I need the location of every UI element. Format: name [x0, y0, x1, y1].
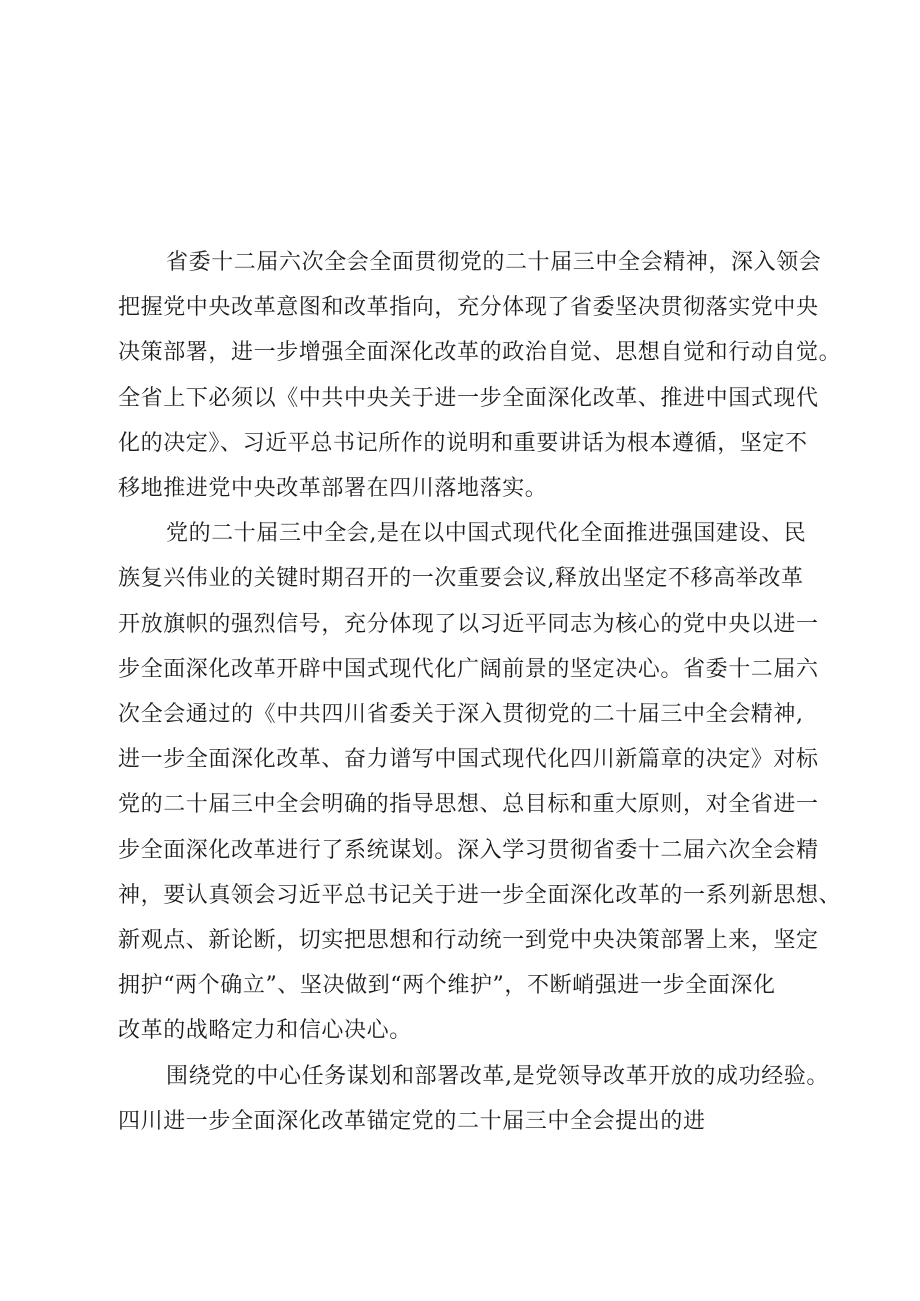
paragraph-3 [118, 1054, 853, 1144]
paragraph-line: 围绕党的中心任务谋划和部署改革,是党领导改革开放的成功经验。 [166, 1063, 829, 1089]
paragraph-line: 拥护“两个确立”、坚决做到“两个维护”，不断峭强进一步全面深化 [118, 973, 776, 999]
paragraph-line: 步全面深化改革开辟中国式现代化广阔前景的坚定决心。省委十二届六 [118, 656, 819, 682]
paragraph-line: 全省上下必须以《中共中央关于进一步全面深化改革、推进中国式现代 [118, 385, 819, 411]
paragraph-line: 决策部署，进一步增强全面深化改革的政治自觉、思想自觉和行动自觉。 [118, 340, 842, 366]
paragraph-line: 四川进一步全面深化改革锚定党的二十届三中全会提出的进 [118, 1108, 706, 1134]
paragraph-line: 省委十二届六次全会全面贯彻党的二十届三中全会精神，深入领会 [166, 250, 822, 275]
paragraph-line: 步全面深化改革进行了系统谋划。深入学习贯彻省委十二届六次全会精 [118, 837, 819, 863]
paragraph-line: 新观点、新论断，切实把思想和行动统一到党中央决策部署上来，坚定 [118, 928, 819, 954]
paragraph-line: 进一步全面深化改革、奋力谱写中国式现代化四川新篇章的决定》对标 [118, 747, 819, 773]
paragraph-line: 开放旗帜的强烈信号，充分体现了以习近平同志为核心的党中央以进一 [118, 611, 819, 637]
paragraph-line: 党的二十届三中全会,是在以中国式现代化全面推进强国建设、民 [166, 521, 807, 547]
document-body [118, 240, 853, 1144]
paragraph-line: 党的二十届三中全会明确的指导思想、总目标和重大原则，对全省进一 [118, 792, 819, 818]
paragraph-line: 神，要认真领会习近平总书记关于进一步全面深化改革的一系列新思想、 [118, 882, 842, 908]
paragraph-line: 次全会通过的《中共四川省委关于深入贯彻党的二十届三中全会精神, [118, 702, 804, 728]
paragraph-1 [118, 240, 853, 511]
paragraph-line: 化的决定》、习近平总书记所作的说明和重要讲话为根本遵循，坚定不 [118, 430, 808, 456]
paragraph-line: 把握党中央改革意图和改革指向，充分体现了省委坚决贯彻落实党中央 [118, 295, 819, 321]
paragraph-line: 移地推进党中央改革部署在四川落地落实。 [118, 476, 548, 502]
paragraph-line: 改革的战略定力和信心决心。 [118, 1018, 412, 1044]
paragraph-2 [118, 511, 853, 1053]
paragraph-line: 族复兴伟业的关键时期召开的一次重要会议,释放出坚定不移高举改革 [118, 566, 804, 592]
